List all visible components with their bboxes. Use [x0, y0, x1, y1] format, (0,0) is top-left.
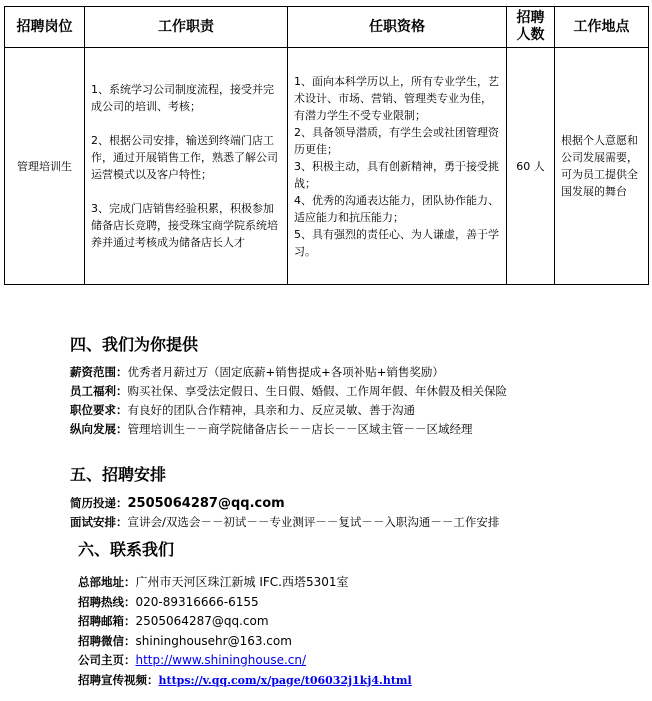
- qualification-item-5: 5、具有强烈的责任心、为人谦虚，善于学习。: [294, 227, 499, 258]
- video-link[interactable]: https://v.qq.com/x/page/t06032j1kj4.html: [158, 673, 412, 687]
- benefit-row-career-path: [70, 420, 640, 439]
- benefit-label: 职位要求：: [70, 403, 128, 417]
- benefit-value: 有良好的团队合作精神，具亲和力、反应灵敏、善于沟通: [127, 403, 415, 417]
- contact-label: 公司主页：: [78, 653, 136, 667]
- qualification-item-3: 3、积极主动，具有创新精神，勇于接受挑战；: [294, 159, 499, 190]
- header-position: 招聘岗位: [5, 7, 85, 48]
- header-headcount-line2: 人数: [516, 27, 545, 43]
- cell-location: 根据个人意愿和公司发展需要，可为员工提供全国发展的舞台: [555, 48, 649, 285]
- interview-label: 面试安排：: [70, 515, 128, 529]
- benefit-label: 员工福利：: [70, 384, 128, 398]
- benefit-label: 薪资范围：: [70, 365, 128, 379]
- contact-row-wechat: [70, 632, 640, 652]
- contact-label: 招聘邮箱：: [78, 614, 136, 628]
- cell-position: 管理培训生: [5, 48, 85, 285]
- benefit-value: 购买社保、享受法定假日、生日假、婚假、工作周年假、年休假及相关保险: [127, 384, 507, 398]
- contact-label: 招聘宣传视频：: [78, 672, 159, 687]
- cell-headcount: 60 人: [507, 48, 555, 285]
- homepage-link[interactable]: http://www.shininghouse.cn/: [135, 653, 307, 667]
- contact-hotline: 020-89316666-6155: [135, 594, 259, 609]
- benefit-row-requirements: [70, 401, 640, 420]
- contact-address: 广州市天河区珠江新城 IFC.西塔5301室: [135, 575, 349, 589]
- table-header-row: [5, 7, 649, 48]
- benefit-value: 管理培训生－－商学院储备店长－－店长－－区域主管－－区域经理: [127, 422, 473, 436]
- duty-item-1: 1、系统学习公司制度流程，接受并完成公司的培训、考核；: [91, 83, 274, 113]
- duty-item-2: 2、根据公司安排，输送到终端门店工作，通过开展销售工作，熟悉了解公司运营模式以及客户特性；: [91, 134, 278, 181]
- table-row: [5, 48, 649, 285]
- section-benefits: [70, 332, 640, 439]
- header-headcount-line1: 招聘: [516, 10, 545, 26]
- contact-label: 招聘热线：: [78, 594, 136, 609]
- contact-row-homepage: [70, 651, 640, 671]
- header-headcount: [507, 7, 555, 48]
- header-duties: 工作职责: [85, 7, 288, 48]
- interview-row: [70, 513, 640, 532]
- section-schedule: [70, 462, 640, 532]
- benefit-row-salary: [70, 363, 640, 382]
- section-schedule-title: 五、招聘安排: [70, 465, 167, 484]
- resume-label: 简历投递：: [70, 496, 128, 510]
- contact-label: 总部地址：: [78, 575, 136, 589]
- cell-duties: [85, 48, 288, 285]
- contact-row-email: [70, 612, 640, 632]
- section-contact-title: 六、联系我们: [78, 540, 175, 559]
- qualification-item-1: 1、面向本科学历以上，所有专业学生，艺术设计、市场、营销、管理类专业为佳，有潜力学生不受专业限制；: [294, 74, 499, 122]
- header-qualifications: 任职资格: [288, 7, 507, 48]
- benefit-value: 优秀者月薪过万（固定底薪+销售提成+各项补贴+销售奖励）: [127, 365, 444, 379]
- qualification-item-4: 4、优秀的沟通表达能力，团队协作能力、适应能力和抗压能力；: [294, 193, 499, 224]
- resume-row: [70, 494, 640, 513]
- header-location: 工作地点: [555, 7, 649, 48]
- interview-value: 宣讲会/双选会－－初试－－专业测评－－复试－－入职沟通－－工作安排: [127, 515, 500, 529]
- contact-label: 招聘微信：: [78, 633, 136, 648]
- contact-row-video: [70, 671, 640, 691]
- resume-email[interactable]: 2505064287@qq.com: [127, 496, 285, 511]
- benefit-row-welfare: [70, 382, 640, 401]
- qualification-item-2: 2、具备领导潜质，有学生会或社团管理资历更佳；: [294, 125, 499, 156]
- contact-email[interactable]: 2505064287@qq.com: [135, 614, 269, 628]
- section-benefits-title: 四、我们为你提供: [70, 335, 199, 354]
- job-table: [4, 6, 649, 285]
- section-contact: [70, 537, 640, 690]
- contact-wechat: shininghousehr@163.com: [135, 633, 292, 648]
- contact-row-hotline: [70, 593, 640, 613]
- cell-qualifications: [288, 48, 507, 285]
- benefit-label: 纵向发展：: [70, 422, 128, 436]
- contact-row-address: [70, 573, 640, 593]
- duty-item-3: 3、完成门店销售经验积累，积极参加储备店长竞聘，接受珠宝商学院系统培养并通过考核成为储备店长人才: [91, 202, 278, 249]
